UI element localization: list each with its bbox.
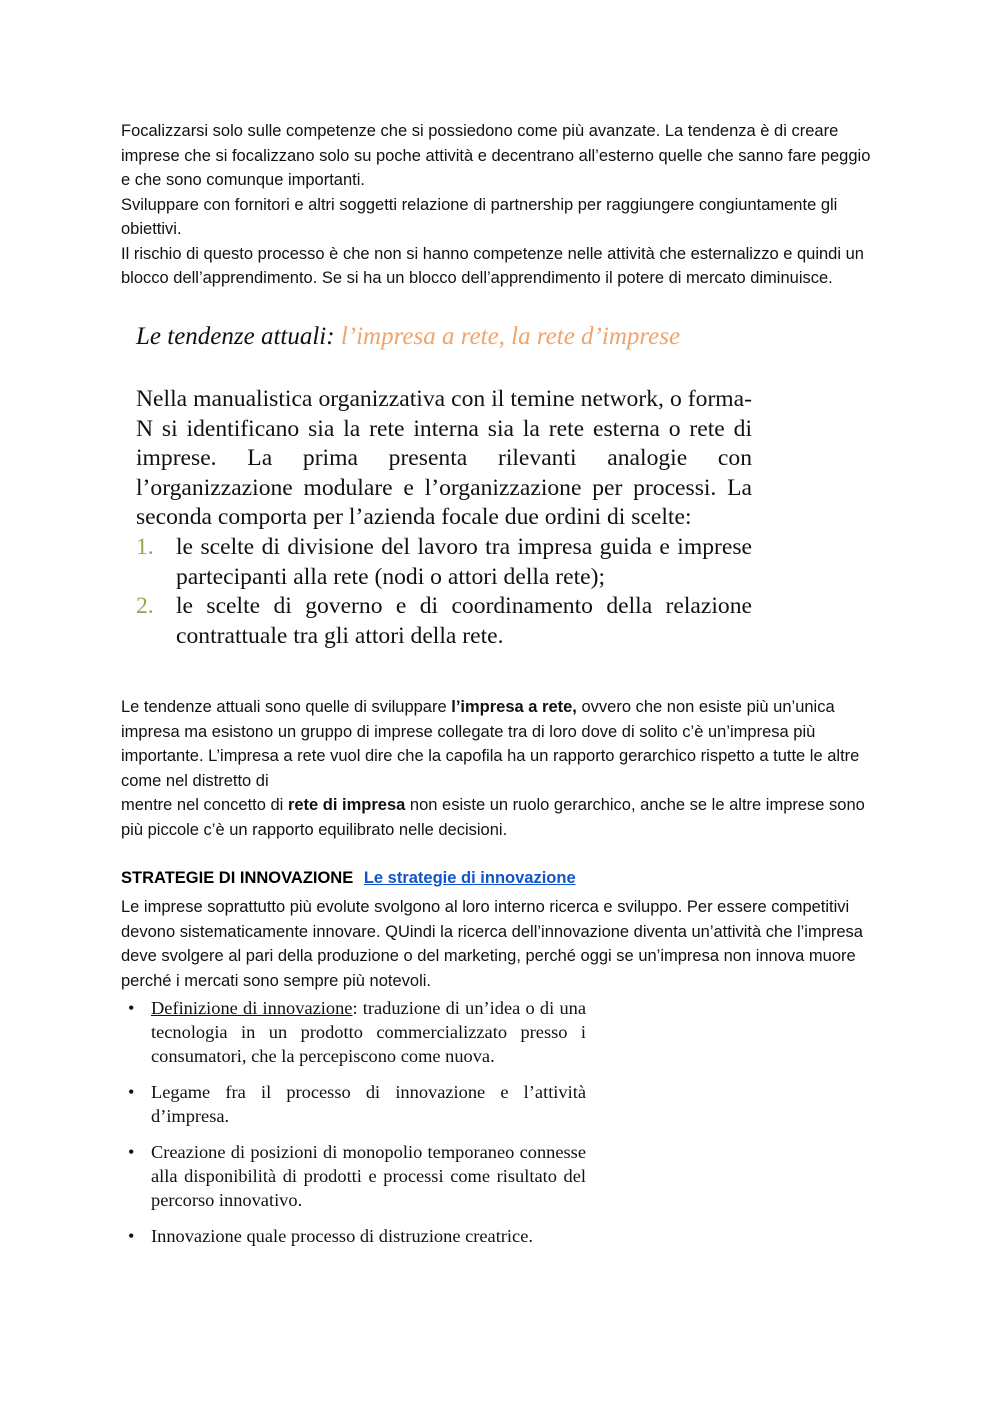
bullet-dot-icon: •: [128, 1226, 135, 1246]
bullet-text: Creazione di posizioni di monopolio temporaneo connesse alla disponibilità di prodotti e processi come risultato del percorso innovativo.: [151, 1142, 586, 1210]
section-paragraph-text: Le imprese soprattutto più evolute svolgono al loro interno ricerca e sviluppo. Per essere competitivi devono sistematicamente innovare. QUindi la ricerca dell’innovazione diventa un’attività che l’impresa deve svolgere al pari della produzione o del marketing, perché oggi se un’impresa non innova muore perché i mercati sono sempre più notevoli.: [121, 898, 863, 990]
explanation-paragraph-1: [121, 695, 881, 793]
numbered-item-text: le scelte di governo e di coordinamento della relazione contrattuale tra gli attori della rete.: [176, 593, 752, 649]
bullet-term: Definizione di innovazione: [151, 998, 353, 1018]
numbered-item-number: 2.: [136, 593, 154, 620]
section-heading-row: [121, 866, 881, 890]
explanation-paragraph-2: [121, 793, 881, 842]
section-heading: STRATEGIE DI INNOVAZIONE: [121, 869, 354, 887]
explanation-text-mid: ovvero che non esiste più un’unica impresa ma esistono un gruppo di imprese collegate tra di loro dove di solito c’è un’impresa più importante. L’impresa a rete vuol dire che la capofila ha un rapporto gerarchico rispetto a tutte le altre come nel distretto di: [121, 698, 860, 790]
intro-paragraph-1: Focalizzarsi solo sulle competenze che si possiedono come più avanzate. La tendenza è di creare imprese che si focalizzano solo su poche attività e decentrano all’esterno quelle che sanno fare peggio e che sono comunque importanti.: [121, 122, 871, 189]
innovation-bullet-list: [128, 996, 586, 1248]
explanation-text: [121, 695, 881, 842]
bullet-item-3: [128, 1140, 586, 1212]
intro-paragraph-3: Il rischio di questo processo è che non si hanno competenze nelle attività che esternalizzo e quindi un blocco dell’apprendimento. Se si ha un blocco dell’apprendimento il potere di mercato diminuisce.: [121, 244, 864, 287]
bullet-dot-icon: •: [128, 1142, 135, 1162]
slide-title: [136, 320, 836, 354]
slide-numbered-list: [136, 533, 752, 651]
explanation-text-pre: Le tendenze attuali sono quelle di sviluppare: [121, 698, 452, 716]
bullet-text: : traduzione di un’idea o di una tecnologia in un prodotto commercializzato presso i consumatori, che la percepiscono come nuova.: [151, 998, 586, 1066]
bullet-item-4: [128, 1224, 586, 1248]
section-paragraph: [121, 895, 881, 993]
innovation-slide: [128, 996, 586, 1260]
explanation-line2-pre: mentre nel concetto di: [121, 796, 288, 814]
bold-impresa-a-rete: l’impresa a rete,: [451, 698, 577, 716]
bullet-dot-icon: •: [128, 1082, 135, 1102]
numbered-item-2: [136, 592, 752, 651]
section-link[interactable]: Le strategie di innovazione: [363, 869, 576, 887]
bullet-item-1: [128, 996, 586, 1068]
numbered-item-1: [136, 533, 752, 592]
slide-title-main: Le tendenze attuali:: [136, 323, 335, 350]
bullet-text: Innovazione quale processo di distruzione creatrice.: [151, 1226, 533, 1246]
bold-rete-di-impresa: rete di impresa: [287, 796, 406, 814]
slide-body-text: Nella manualistica organizzativa con il temine network, o forma-N si identificano sia la rete interna sia la rete esterna o rete di imprese. La prima presenta rilevanti analogie con l’organizzazione modulare e l’organizzazione per processi. La seconda comporta per l’azienda focale due ordini di scelte:: [136, 386, 752, 531]
intro-text: [121, 119, 881, 291]
bullet-text: Legame fra il processo di innovazione e l’attività d’impresa.: [151, 1082, 586, 1126]
slide-body: [136, 385, 752, 651]
numbered-item-number: 1.: [136, 533, 154, 560]
numbered-item-text: le scelte di divisione del lavoro tra impresa guida e imprese partecipanti alla rete (nodi o attori della rete);: [176, 533, 752, 590]
intro-paragraph-2: Sviluppare con fornitori e altri soggetti relazione di partnership per raggiungere congiuntamente gli obiettivi.: [121, 195, 838, 238]
bullet-dot-icon: •: [128, 998, 135, 1018]
bullet-item-2: [128, 1080, 586, 1128]
slide-title-accent: l’impresa a rete, la rete d’imprese: [340, 323, 681, 350]
explanation-line2-post: non esiste un ruolo gerarchico, anche se le altre imprese sono più piccole c’è un rapporto equilibrato nelle decisioni.: [121, 796, 865, 839]
